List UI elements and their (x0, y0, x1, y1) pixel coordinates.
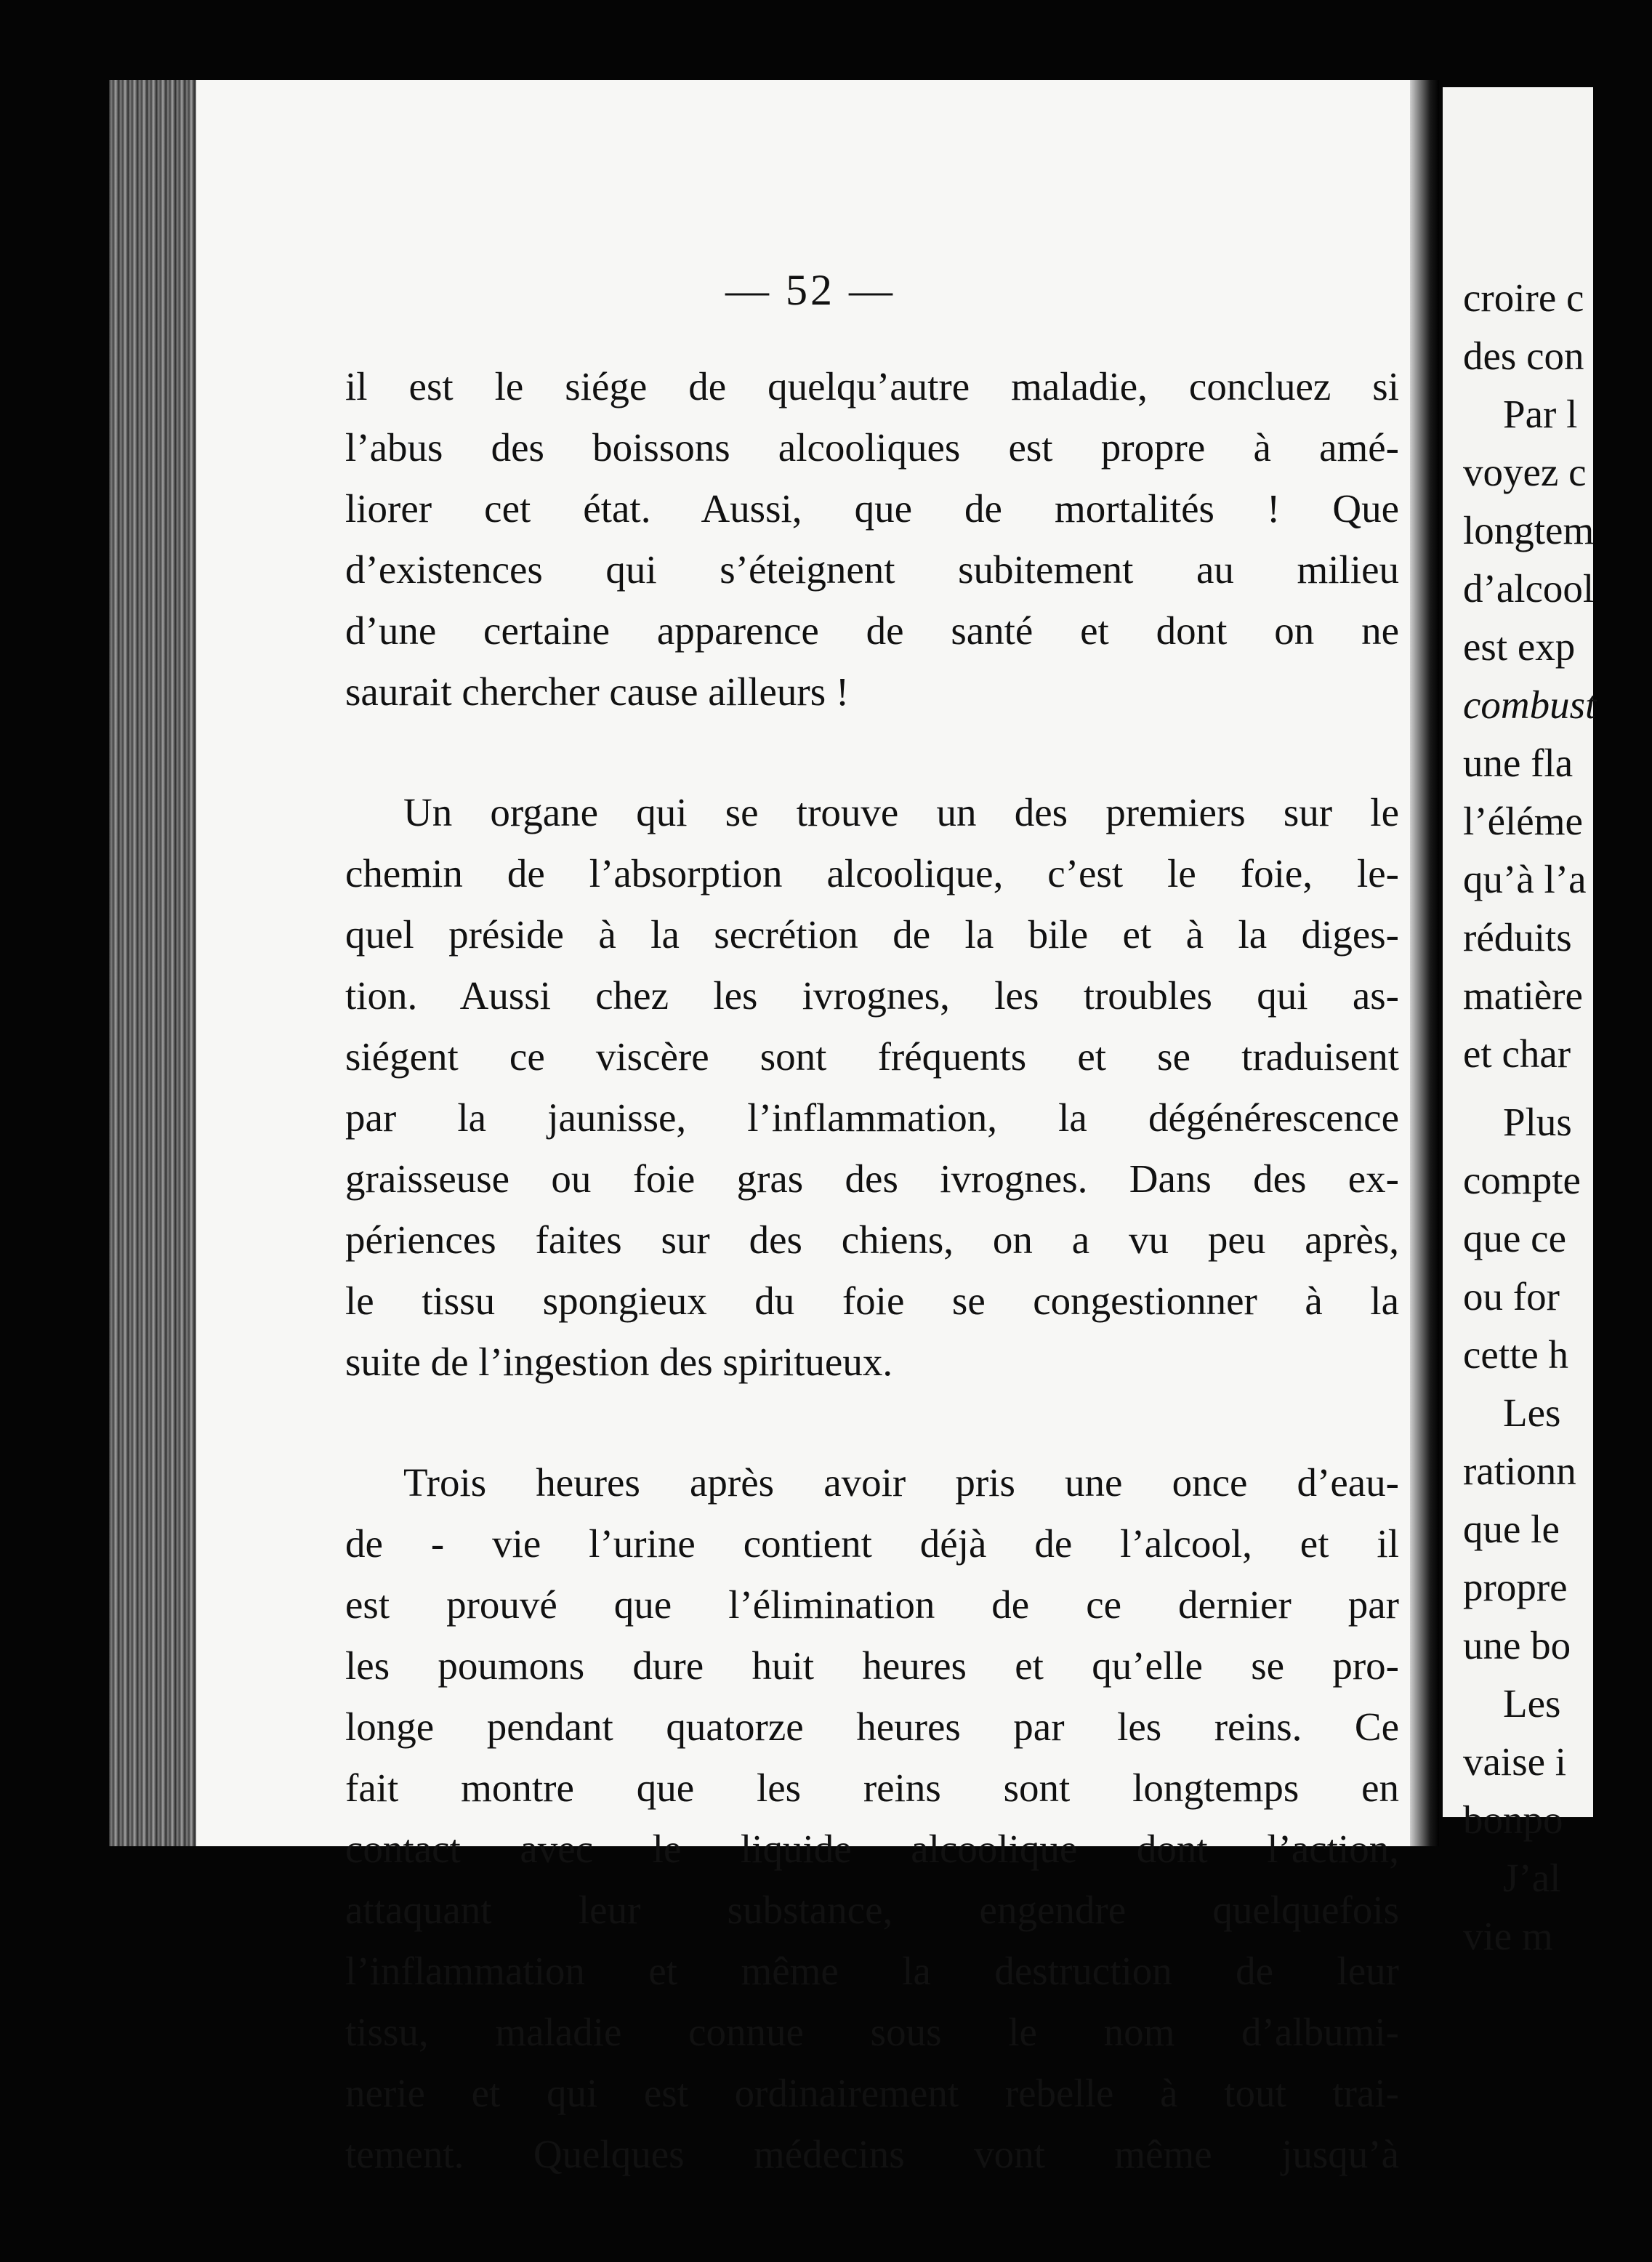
left-page (196, 80, 1425, 2176)
text-line: que ce (1463, 1216, 1566, 1260)
text-line: par la jaunisse, l’inflammation, la dégénérescence (345, 1095, 1399, 1140)
text-line: siégent ce viscère sont fréquents et se traduisent (345, 1034, 1399, 1079)
text-line: est prouvé que l’élimination de ce dernier par (345, 1582, 1399, 1627)
text-line: réduits (1463, 915, 1572, 959)
text-line: rationn (1463, 1449, 1576, 1493)
text-line: l’abus des boissons alcooliques est propre à amé- (345, 425, 1399, 470)
text-line: tion. Aussi chez les ivrognes, les troubles qui as- (345, 973, 1399, 1018)
text-line: attaquant leur substance, engendre quelquefois (345, 1888, 1399, 1932)
text-line: vaise i (1463, 1739, 1567, 1784)
right-page-text (1463, 269, 1652, 1965)
page-number: — 52 — (725, 266, 895, 314)
text-line: il est le siége de quelqu’autre maladie, concluez si (345, 364, 1399, 408)
text-line: fait montre que les reins sont longtemps en (345, 1766, 1399, 1810)
text-line: matière (1463, 973, 1583, 1018)
page-body-text (345, 356, 1399, 2185)
text-line: d’une certaine apparence de santé et dont on ne (345, 608, 1399, 653)
text-line: une fla (1463, 741, 1574, 785)
text-line: quel préside à la secrétion de la bile et à la diges- (345, 912, 1399, 957)
text-line: le tissu spongieux du foie se congestionner à la (345, 1279, 1399, 1323)
text-line: bonpo (1463, 1798, 1563, 1842)
text-line: l’inflammation et même la destruction de leur (345, 1949, 1399, 1993)
text-line: ou for (1463, 1274, 1560, 1319)
text-line: croire c (1463, 275, 1584, 320)
text-line: vie m (1463, 1914, 1553, 1958)
text-line: nerie et qui est ordinairement rebelle à tout trai- (345, 2071, 1399, 2115)
text-line: saurait chercher cause ailleurs ! (345, 669, 850, 714)
text-line: longtem (1463, 508, 1595, 552)
text-line: qu’à l’a (1463, 857, 1587, 901)
text-line: cette h (1463, 1332, 1569, 1377)
text-line: Les (1503, 1681, 1561, 1726)
text-line: Un organe qui se trouve un des premiers sur le (403, 790, 1399, 834)
text-line: propre (1463, 1565, 1568, 1609)
book-spine-edge (109, 80, 211, 1846)
text-line: combust (1463, 683, 1597, 727)
right-page-fragment (1443, 87, 1597, 1958)
text-line: que le (1463, 1507, 1560, 1551)
text-line: de - vie l’urine contient déjà de l’alcool, et il (345, 1521, 1399, 1566)
text-line: Plus (1503, 1100, 1572, 1144)
text-line: J’al (1503, 1856, 1561, 1900)
text-line: graisseuse ou foie gras des ivrognes. Dans des ex- (345, 1156, 1399, 1201)
text-line: d’existences qui s’éteignent subitement au milieu (345, 547, 1399, 592)
text-line: longe pendant quatorze heures par les reins. Ce (345, 1704, 1399, 1749)
text-line: Les (1503, 1390, 1561, 1435)
text-line: tement. Quelques médecins vont même jusqu’à (345, 2132, 1399, 2176)
page-gutter-shadow (1410, 80, 1439, 1846)
text-line: voyez c (1463, 450, 1587, 494)
paragraph-3 (345, 1452, 1399, 2185)
text-line: est exp (1463, 624, 1576, 669)
text-line: les poumons dure huit heures et qu’elle se pro- (345, 1643, 1399, 1688)
text-line: chemin de l’absorption alcoolique, c’est le foie, le- (345, 851, 1399, 895)
text-line: contact avec le liquide alcoolique dont l’action, (345, 1827, 1399, 1871)
text-line: compte (1463, 1158, 1581, 1202)
text-line: et char (1463, 1031, 1571, 1076)
paragraph-2 (345, 782, 1399, 1393)
text-line: une bo (1463, 1623, 1571, 1667)
text-line: périences faites sur des chiens, on a vu peu après, (345, 1217, 1399, 1262)
text-line: l’éléme (1463, 799, 1583, 843)
text-line: Trois heures après avoir pris une once d’eau- (403, 1460, 1399, 1505)
text-line: suite de l’ingestion des spiritueux. (345, 1340, 893, 1384)
text-line: tissu, maladie connue sous le nom d’albumi- (345, 2010, 1399, 2054)
text-line: d’alcool (1463, 566, 1595, 611)
text-line: des con (1463, 334, 1584, 378)
text-line: liorer cet état. Aussi, que de mortalités ! Que (345, 486, 1399, 531)
paragraph-1 (345, 356, 1399, 723)
text-line: Par l (1503, 392, 1578, 436)
